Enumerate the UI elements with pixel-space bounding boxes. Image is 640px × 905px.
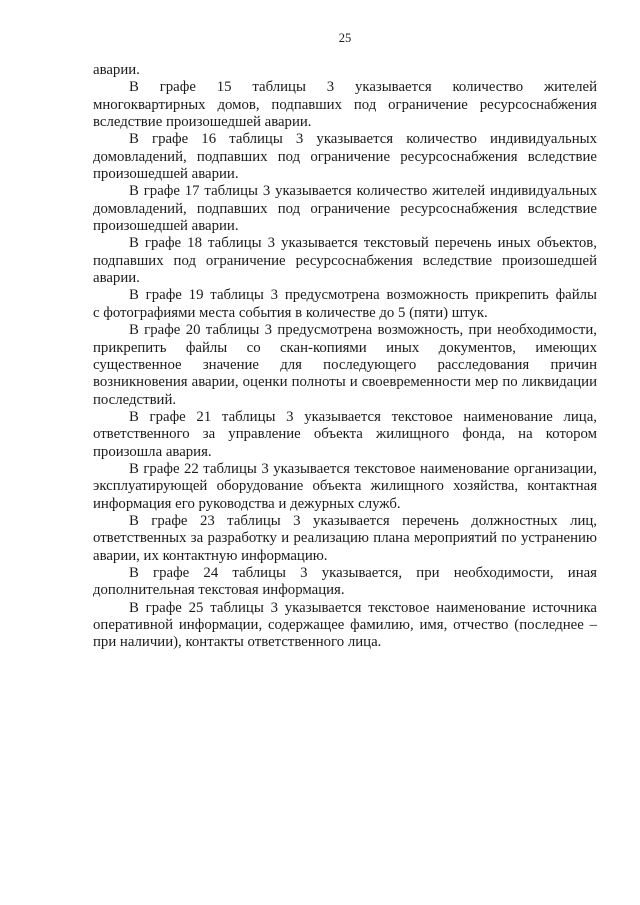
text-line: произошедшей аварии.	[93, 218, 239, 235]
text-line: В графе 19 таблицы 3 предусмотрена возможность прикрепить файлы	[129, 287, 597, 304]
text-line: вследствие произошедшей аварии.	[93, 114, 312, 131]
text-line: В графе 24 таблицы 3 указывается, при необходимости, иная	[129, 564, 597, 581]
text-line: В графе 20 таблицы 3 предусмотрена возможность, при необходимости,	[129, 322, 597, 339]
paragraph-column-18	[93, 235, 597, 287]
text-line: аварии.	[93, 270, 140, 287]
text-line: произошедшей аварии.	[93, 166, 239, 183]
text-line: прикрепить файлы со скан-копиями иных документов, имеющих	[93, 339, 597, 356]
text-line: возникновения аварии, оценки полноты и своевременности мер по ликвидации	[93, 374, 597, 391]
continuation-paragraph	[93, 62, 597, 79]
text-line: В графе 22 таблицы 3 указывается текстовое наименование организации,	[129, 460, 597, 477]
paragraph-column-23	[93, 513, 597, 565]
text-line: многоквартирных домов, подпавших под ограничение ресурсоснабжения	[93, 96, 597, 113]
text-line: с фотографиями места события в количестве до 5 (пяти) штук.	[93, 304, 488, 321]
paragraph-column-16	[93, 131, 597, 183]
text-line: В графе 25 таблицы 3 указывается текстовое наименование источника	[129, 599, 597, 616]
continuation-line: аварии.	[93, 62, 140, 78]
text-line: существенное значение для последующего расследования причин	[93, 356, 597, 373]
text-line: последствий.	[93, 391, 177, 408]
text-line: домовладений, подпавших под ограничение ресурсоснабжения вследствие	[93, 148, 597, 165]
text-line: подпавших под ограничение ресурсоснабжения вследствие произошедшей	[93, 252, 597, 269]
paragraph-column-20	[93, 322, 597, 409]
text-line: эксплуатирующей оборудование объекта жилищного хозяйства, контактная	[93, 478, 597, 495]
text-line: В графе 23 таблицы 3 указывается перечень должностных лиц,	[129, 512, 597, 529]
text-line: аварии, их контактную информацию.	[93, 547, 328, 564]
text-line: ответственных за разработку и реализацию плана мероприятий по устранению	[93, 530, 597, 547]
text-line: домовладений, подпавших под ограничение ресурсоснабжения вследствие	[93, 200, 597, 217]
text-line: произошла авария.	[93, 443, 212, 460]
paragraph-column-17	[93, 183, 597, 235]
paragraph-column-21	[93, 409, 597, 461]
text-line: информация его руководства и дежурных служб.	[93, 495, 401, 512]
document-body	[93, 62, 597, 652]
text-line: В графе 21 таблицы 3 указывается текстовое наименование лица,	[129, 408, 597, 425]
paragraph-column-22	[93, 461, 597, 513]
text-line: В графе 18 таблицы 3 указывается текстовый перечень иных объектов,	[129, 235, 597, 252]
text-line: В графе 15 таблицы 3 указывается количество жителей	[129, 79, 597, 96]
paragraph-column-15	[93, 79, 597, 131]
text-line: ответственного за управление объекта жилищного фонда, на котором	[93, 426, 597, 443]
text-line: дополнительная текстовая информация.	[93, 582, 345, 599]
text-line: при наличии), контакты ответственного лица.	[93, 634, 382, 651]
paragraph-column-25	[93, 600, 597, 652]
text-line: оперативной информации, содержащее фамилию, имя, отчество (последнее –	[93, 617, 597, 633]
paragraph-column-19	[93, 287, 597, 322]
page-number: 25	[338, 31, 352, 45]
text-line: В графе 16 таблицы 3 указывается количество индивидуальных	[129, 131, 597, 148]
text-line: В графе 17 таблицы 3 указывается количество жителей индивидуальных	[129, 183, 597, 200]
paragraph-column-24	[93, 565, 597, 600]
